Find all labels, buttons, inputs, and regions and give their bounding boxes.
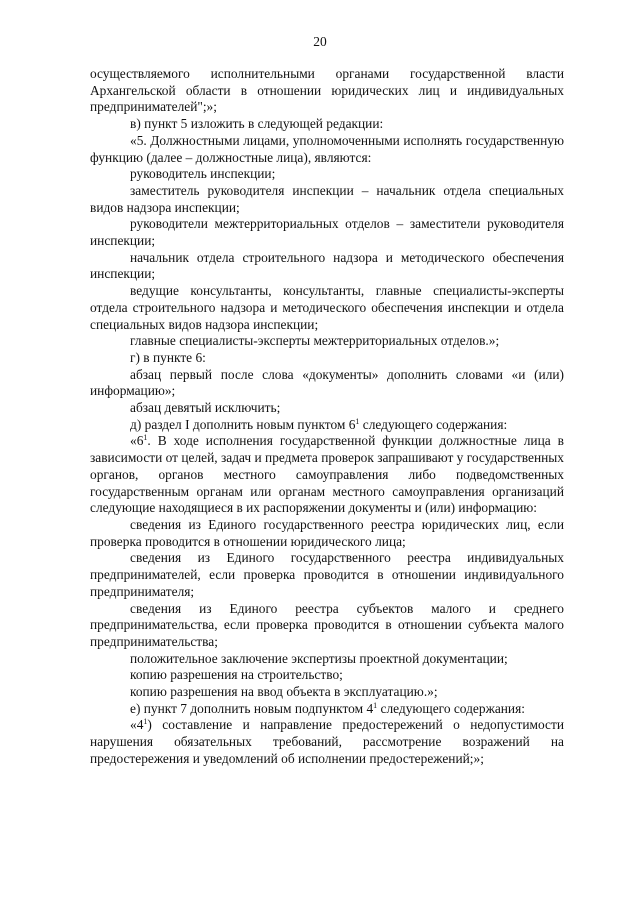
paragraph: абзац первый после слова «документы» дополнить словами «и (или) информацию»; [90,366,564,399]
paragraph: абзац девятый исключить; [130,400,281,416]
paragraph: ведущие консультанты, консультанты, главные специалисты-эксперты отдела строительного надзора и методического обеспечения инспекции и отдела специальных видов надзора инспекции; [90,283,564,332]
paragraph-text: д) раздел I дополнить новым пунктом 6 [130,416,356,432]
paragraph-text: . В ходе исполнения государственной функции должностные лица в зависимости от целей, задач и предмета проверок запрашивают у государственных органов, органов местного самоуправления либо подведомственных государственным органам или органам местного самоуправления организаций следующие находящиеся в их распоряжении документы и (или) информацию: [90,433,564,516]
paragraph: в) пункт 5 изложить в следующей редакции: [130,116,384,132]
superscript: 1 [143,717,148,727]
paragraph [90,433,564,517]
paragraph: главные специалисты-эксперты межтерриториальных отделов.»; [130,333,500,349]
paragraph: начальник отдела строительного надзора и методического обеспечения инспекции; [90,249,564,282]
document-body [90,66,564,768]
paragraph-text: «4 [130,717,144,733]
superscript: 1 [373,700,378,710]
paragraph-text: следующего содержания: [359,416,508,432]
paragraph-text: ) составление и направление предостережений о недопустимости нарушения обязательных требований, рассмотрение возражений на предостережения и уведомлений об исполнении предостережений;»; [90,717,564,766]
paragraph: сведения из Единого реестра субъектов малого и среднего предпринимательства, если проверка проводится в отношении субъекта малого предпринимательства; [90,600,564,649]
paragraph [90,701,564,718]
page-number: 20 [313,34,327,49]
superscript: 1 [355,416,360,426]
paragraph-text: следующего содержания: [377,700,525,716]
paragraph [90,417,564,434]
paragraph: руководитель инспекции; [130,166,276,182]
paragraph: положительное заключение экспертизы проектной документации; [130,650,508,666]
paragraph: заместитель руководителя инспекции – начальник отдела специальных видов надзора инспекции; [90,182,564,215]
paragraph: сведения из Единого государственного реестра юридических лиц, если проверка проводится в отношении юридического лица; [90,516,564,549]
paragraph: «5. Должностными лицами, уполномоченными исполнять государственную функцию (далее – должностные лица), являются: [90,132,564,165]
paragraph: копию разрешения на строительство; [130,667,343,683]
paragraph: сведения из Единого государственного реестра индивидуальных предпринимателей, если проверка проводится в отношении индивидуального предпринимателя; [90,550,564,599]
paragraph: осуществляемого исполнительными органами государственной власти Архангельской области в отношении юридических лиц и индивидуальных предпринимателей";»; [90,66,564,115]
paragraph-text: е) пункт 7 дополнить новым подпунктом 4 [130,700,374,716]
superscript: 1 [143,433,148,443]
paragraph-text: «6 [130,433,144,449]
paragraph: руководители межтерриториальных отделов – заместители руководителя инспекции; [90,216,564,249]
paragraph [90,717,564,767]
paragraph: г) в пункте 6: [130,349,206,365]
paragraph: копию разрешения на ввод объекта в эксплуатацию.»; [130,684,438,700]
